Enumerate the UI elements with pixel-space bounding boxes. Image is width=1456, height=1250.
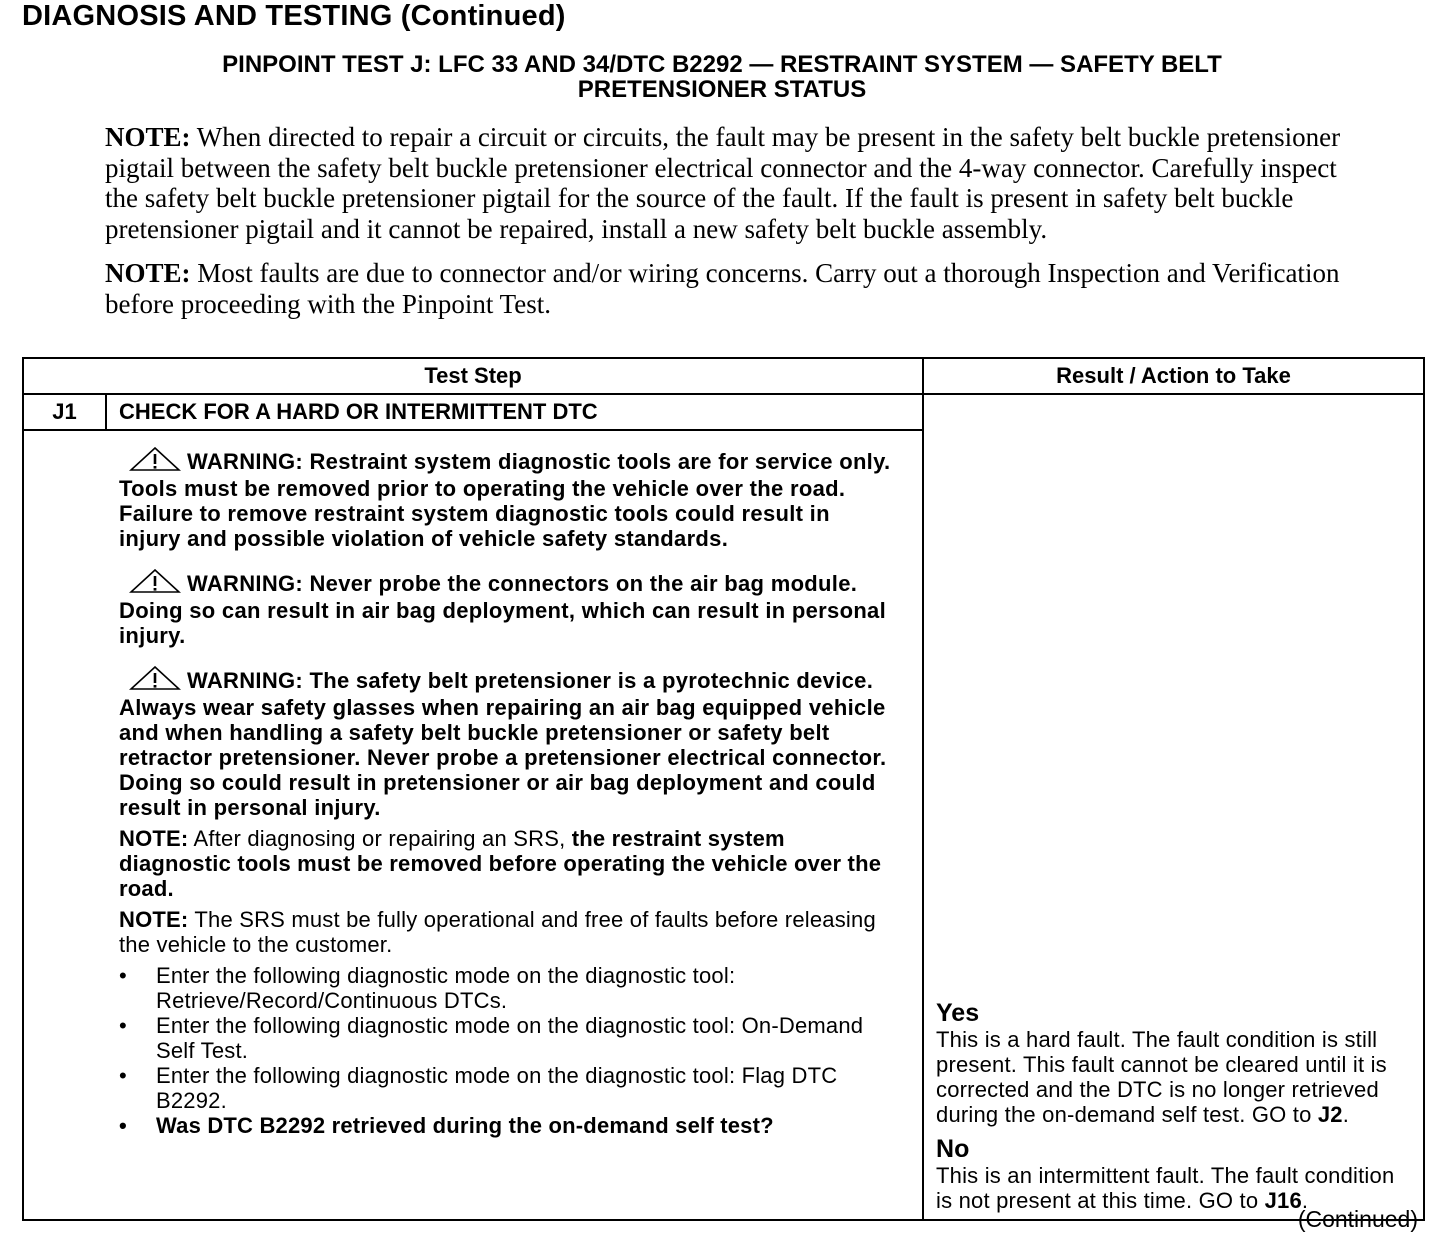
- page-header: DIAGNOSIS AND TESTING (Continued): [22, 0, 566, 32]
- result-content: [936, 999, 1415, 1213]
- result-no-heading: No: [936, 1135, 970, 1163]
- col-header-test-step: Test Step: [23, 358, 923, 394]
- warning-text: WARNING: The safety belt pretensioner is a pyrotechnic device. Always wear safety glasses when repairing an air bag equipped vehicle and when handling a safety belt buckle pretensioner or safety belt retractor pretensioner. Never probe a pretensioner electrical connector. Doing so could result in pretensioner or air bag deployment and could result in personal injury.: [119, 668, 887, 820]
- title-line-1: PINPOINT TEST J: LFC 33 AND 34/DTC B2292 — RESTRAINT SYSTEM — SAFETY BELT: [222, 51, 1222, 78]
- step-title: CHECK FOR A HARD OR INTERMITTENT DTC: [106, 394, 923, 430]
- goto-link-j16: J16: [1264, 1188, 1302, 1213]
- intro-notes: [105, 122, 1345, 319]
- note-label: NOTE:: [105, 122, 191, 152]
- warning-text: WARNING: Never probe the connectors on the air bag module. Doing so can result in air bag deployment, which can result in personal injury.: [119, 571, 887, 648]
- result-yes-text: This is a hard fault. The fault condition is still present. This fault cannot be cleared until it is corrected and the DTC is no longer retrieved during the on-demand self test. GO to J2.: [936, 1027, 1387, 1127]
- note-text: When directed to repair a circuit or circuits, the fault may be present in the safety belt buckle pretensioner pigtail between the safety belt buckle pretensioner electrical connector and the 4-way connector. Carefully inspect the safety belt buckle pretensioner pigtail for the source of the fault. If the fault is present in safety belt buckle pretensioner pigtail and it cannot be repaired, install a new safety belt buckle assembly.: [105, 122, 1341, 244]
- result-cell: [923, 394, 1424, 1220]
- title-line-2: PRETENSIONER STATUS: [577, 76, 867, 103]
- note-label: NOTE:: [119, 907, 189, 932]
- result-yes-heading: Yes: [936, 999, 980, 1027]
- warning-triangle-icon: [129, 666, 187, 695]
- result-no-text: This is an intermittent fault. The fault condition is not present at this time. GO to J16.: [936, 1163, 1395, 1213]
- continued-footer: (Continued): [1297, 1206, 1418, 1232]
- note-text: Most faults are due to connector and/or wiring concerns. Carry out a thorough Inspection and Verification before proceeding with the Pinpoint Test.: [105, 258, 1340, 319]
- pinpoint-test-table: [22, 357, 1425, 1221]
- goto-link-j2: J2: [1317, 1102, 1343, 1127]
- warning-text: WARNING: Restraint system diagnostic tools are for service only. Tools must be removed prior to operating the vehicle over the road. Failure to remove restraint system diagnostic tools could result in injury and possible violation of vehicle safety standards.: [119, 449, 891, 551]
- step-question: • Was DTC B2292 retrieved during the on-demand self test?: [119, 1113, 892, 1138]
- step-id: J1: [23, 394, 106, 430]
- pinpoint-test-title: [22, 52, 1422, 102]
- note-label: NOTE:: [119, 826, 189, 851]
- step-note-1: NOTE: After diagnosing or repairing an SRS, the restraint system diagnostic tools must be removed before operating the vehicle over the road.: [119, 826, 882, 901]
- warning-triangle-icon: [129, 447, 187, 476]
- warning-1: [119, 447, 892, 551]
- note-label: NOTE:: [105, 258, 191, 288]
- warning-triangle-icon: [129, 569, 187, 598]
- warning-3: [119, 666, 892, 820]
- step-note-2: NOTE: The SRS must be fully operational and free of faults before releasing the vehicle to the customer.: [119, 907, 876, 957]
- warning-2: [119, 569, 892, 648]
- intro-note-2: [105, 258, 1345, 319]
- step-body: [23, 430, 923, 1220]
- list-item: • Enter the following diagnostic mode on the diagnostic tool: Retrieve/Record/Continuous DTCs.: [119, 963, 892, 1013]
- intro-note-1: [105, 122, 1345, 244]
- step-actions-list: [119, 963, 892, 1138]
- list-item: • Enter the following diagnostic mode on the diagnostic tool: On-Demand Self Test.: [119, 1013, 892, 1063]
- col-header-result: Result / Action to Take: [923, 358, 1424, 394]
- list-item: • Enter the following diagnostic mode on the diagnostic tool: Flag DTC B2292.: [119, 1063, 892, 1113]
